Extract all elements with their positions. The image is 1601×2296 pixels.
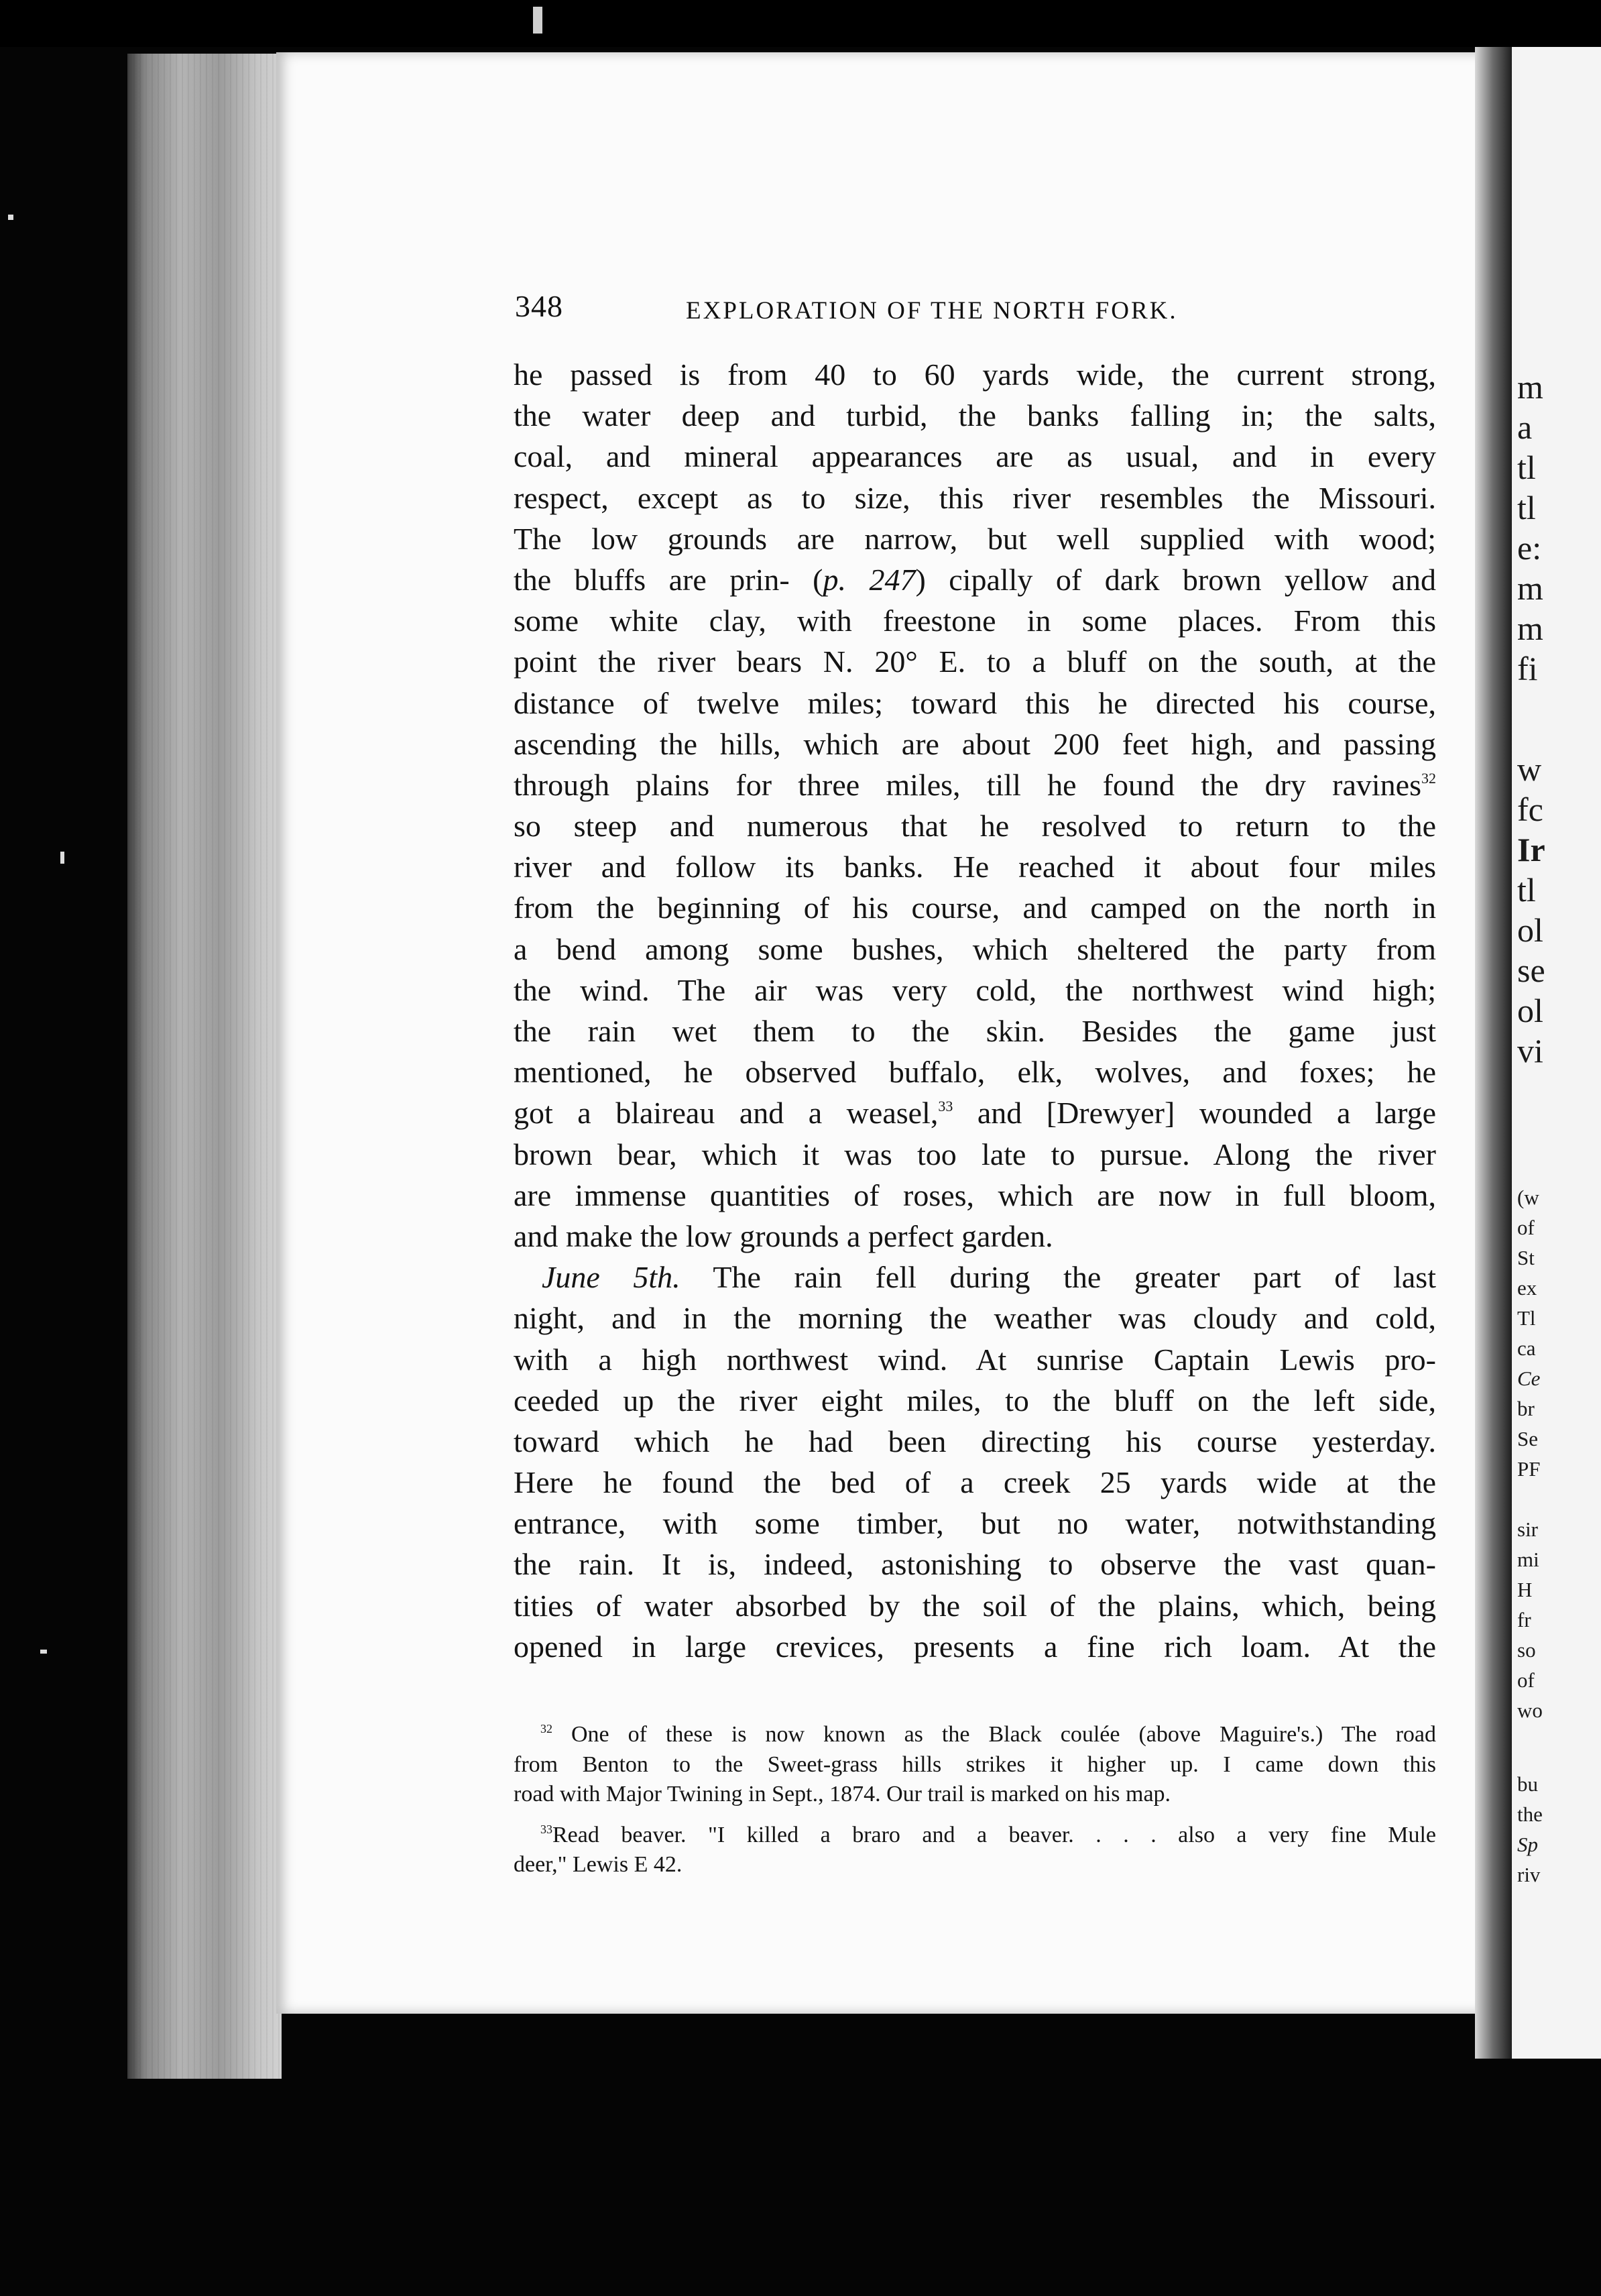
facing-note-line: br bbox=[1517, 1397, 1535, 1420]
facing-note-line: (w bbox=[1517, 1186, 1539, 1209]
facing-note-line: the bbox=[1517, 1802, 1543, 1826]
text-fragment: The rain fell during the greater part of last bbox=[680, 1260, 1436, 1295]
facing-note-line: Se bbox=[1517, 1427, 1538, 1450]
facing-line: tl bbox=[1517, 871, 1536, 909]
text-line: some white clay, with freestone in some places. From this bbox=[514, 604, 1436, 638]
text-line: Here he found the bed of a creek 25 yards wide at the bbox=[514, 1465, 1436, 1500]
text-line: the rain wet them to the skin. Besides the game just bbox=[514, 1014, 1436, 1048]
facing-note-line: ca bbox=[1517, 1336, 1536, 1360]
facing-line: vi bbox=[1517, 1032, 1543, 1070]
text-line: night, and in the morning the weather was cloudy and cold, bbox=[514, 1301, 1436, 1336]
facing-note-line: of bbox=[1517, 1668, 1535, 1692]
footnote-marker: 32 bbox=[1421, 769, 1436, 787]
facing-note-line: mi bbox=[1517, 1548, 1539, 1571]
scan-artifact bbox=[60, 852, 64, 864]
facing-line: ol bbox=[1517, 992, 1543, 1029]
facing-note-line: fr bbox=[1517, 1608, 1531, 1631]
facing-line: m bbox=[1517, 569, 1543, 607]
facing-line: m bbox=[1517, 610, 1543, 647]
book-page-edges bbox=[127, 54, 282, 2079]
text-line: mentioned, he observed buffalo, elk, wolves, and foxes; he bbox=[514, 1055, 1436, 1090]
book-gutter bbox=[1475, 47, 1515, 2059]
scan-artifact bbox=[533, 7, 542, 34]
text-line: entrance, with some timber, but no water, notwithstanding bbox=[514, 1506, 1436, 1541]
scan-artifact bbox=[8, 215, 13, 220]
text-line: brown bear, which it was too late to pursue. Along the river bbox=[514, 1137, 1436, 1171]
text-line: and make the low grounds a perfect garden. bbox=[514, 1218, 1053, 1253]
footnote-number: 33 bbox=[540, 1822, 552, 1836]
facing-line: w bbox=[1517, 750, 1542, 788]
text-fragment: the bluffs are prin- ( bbox=[514, 562, 823, 597]
page-number: 348 bbox=[515, 289, 563, 323]
facing-line: ol bbox=[1517, 911, 1543, 949]
page-header-title: EXPLORATION OF THE NORTH FORK. bbox=[686, 297, 1178, 325]
text-line: the water deep and turbid, the banks falling in; the salts, bbox=[514, 398, 1436, 433]
text-line: opened in large crevices, presents a fine rich loam. At the bbox=[514, 1629, 1436, 1664]
text-line bbox=[514, 1257, 1436, 1298]
facing-page-fragment bbox=[1512, 47, 1601, 2059]
text-fragment: ) cipally of dark brown yellow and bbox=[915, 562, 1436, 597]
text-fragment: got a blaireau and a weasel, bbox=[514, 1096, 939, 1131]
text-line: a bend among some bushes, which sheltered the party from bbox=[514, 931, 1436, 966]
facing-note-line: Tl bbox=[1517, 1306, 1536, 1330]
text-line: point the river bears N. 20° E. to a bluff on the south, at the bbox=[514, 644, 1436, 679]
text-line: The low grounds are narrow, but well supplied with wood; bbox=[514, 521, 1436, 556]
facing-note-line: wo bbox=[1517, 1699, 1543, 1722]
text-line: tities of water absorbed by the soil of the plains, which, being bbox=[514, 1588, 1436, 1623]
date-heading: June 5th. bbox=[542, 1260, 680, 1295]
scan-top-edge bbox=[0, 0, 1601, 47]
facing-note-line: sir bbox=[1517, 1517, 1538, 1541]
footnote-line: road with Major Twining in Sept., 1874. Our trail is marked on his map. bbox=[514, 1782, 1171, 1806]
footnote-text: Read beaver. "I killed a braro and a beaver. . . . also a very fine Mule bbox=[552, 1822, 1436, 1847]
text-line: he passed is from 40 to 60 yards wide, the current strong, bbox=[514, 357, 1436, 392]
facing-line: Ir bbox=[1517, 831, 1545, 868]
footnotes bbox=[514, 1720, 1436, 1880]
running-head bbox=[515, 288, 1286, 329]
facing-note-line: riv bbox=[1517, 1863, 1541, 1886]
scan-artifact bbox=[40, 1650, 47, 1654]
text-fragment: through plains for three miles, till he found the dry ravines bbox=[514, 767, 1421, 802]
facing-line: m bbox=[1517, 368, 1543, 406]
text-line: are immense quantities of roses, which are now in full bloom, bbox=[514, 1178, 1436, 1212]
text-line: the rain. It is, indeed, astonishing to observe the vast quan- bbox=[514, 1547, 1436, 1582]
text-line: river and follow its banks. He reached it about four miles bbox=[514, 850, 1436, 884]
facing-note-line: ex bbox=[1517, 1276, 1537, 1300]
facing-line: tl bbox=[1517, 489, 1536, 526]
facing-note-line: so bbox=[1517, 1638, 1536, 1662]
facing-note-line: H bbox=[1517, 1578, 1533, 1601]
text-line: ceeded up the river eight miles, to the bluff on the left side, bbox=[514, 1383, 1436, 1418]
facing-line: se bbox=[1517, 952, 1545, 989]
facing-line: e: bbox=[1517, 529, 1542, 567]
text-line: with a high northwest wind. At sunrise Captain Lewis pro- bbox=[514, 1342, 1436, 1377]
text-line: from the beginning of his course, and camped on the north in bbox=[514, 891, 1436, 925]
facing-line: tl bbox=[1517, 449, 1536, 486]
facing-note-line: Sp bbox=[1517, 1833, 1538, 1856]
body-text bbox=[514, 354, 1436, 1667]
facing-note-line: Ce bbox=[1517, 1367, 1541, 1390]
text-line: toward which he had been directing his course yesterday. bbox=[514, 1424, 1436, 1458]
text-fragment: and [Drewyer] wounded a large bbox=[953, 1096, 1436, 1131]
footnote-gap bbox=[514, 1810, 1436, 1821]
facing-note-line: of bbox=[1517, 1216, 1535, 1239]
text-line: coal, and mineral appearances are as usual, and in every bbox=[514, 439, 1436, 474]
text-line: respect, except as to size, this river resembles the Missouri. bbox=[514, 480, 1436, 515]
facing-line: fi bbox=[1517, 650, 1538, 687]
footnote-marker: 33 bbox=[938, 1098, 953, 1115]
text-line: distance of twelve miles; toward this he directed his course, bbox=[514, 685, 1436, 720]
text-line bbox=[514, 1092, 1436, 1133]
footnote-32 bbox=[514, 1720, 1436, 1750]
facing-line: fc bbox=[1517, 791, 1543, 828]
facing-note-line: bu bbox=[1517, 1772, 1538, 1796]
text-line bbox=[514, 559, 1436, 600]
footnote-line: deer," Lewis E 42. bbox=[514, 1852, 683, 1877]
text-line bbox=[514, 764, 1436, 805]
footnote-number: 32 bbox=[540, 1722, 552, 1735]
text-line: the wind. The air was very cold, the northwest wind high; bbox=[514, 972, 1436, 1007]
footnote-text: One of these is now known as the Black coulée (above Maguire's.) The road bbox=[552, 1722, 1436, 1747]
text-line: so steep and numerous that he resolved to return to the bbox=[514, 809, 1436, 844]
facing-line: a bbox=[1517, 408, 1533, 446]
text-line: ascending the hills, which are about 200 feet high, and passing bbox=[514, 726, 1436, 761]
facing-note-line: PF bbox=[1517, 1457, 1541, 1481]
page-reference: p. 247 bbox=[823, 562, 916, 597]
facing-note-line: St bbox=[1517, 1246, 1535, 1269]
footnote-33 bbox=[514, 1821, 1436, 1851]
footnote-line: from Benton to the Sweet-grass hills strikes it higher up. I came down this bbox=[514, 1752, 1436, 1777]
